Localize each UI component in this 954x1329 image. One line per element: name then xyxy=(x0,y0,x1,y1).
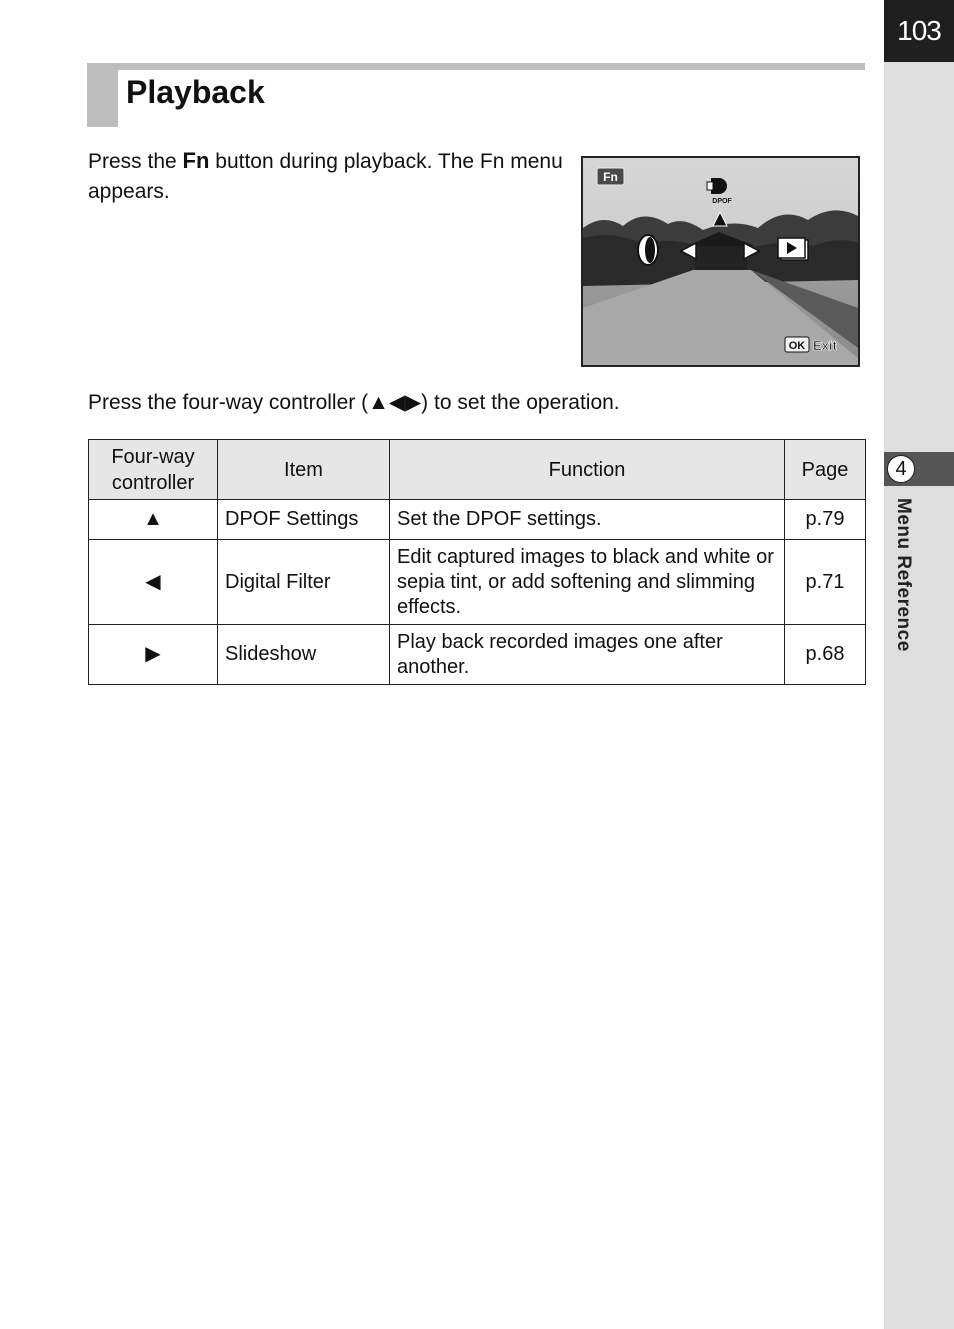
camera-screen-image xyxy=(581,156,860,367)
page-number: 103 xyxy=(884,0,954,62)
title-rule xyxy=(87,63,865,70)
fn-button-label: Fn xyxy=(182,148,210,173)
instruction-text: Press the four-way controller (▲◀▶) to set the operation. xyxy=(88,391,620,414)
controller-cell: ▶ xyxy=(89,625,218,685)
controller-cell: ▲ xyxy=(89,500,218,540)
table-header-row xyxy=(89,440,866,500)
title-block xyxy=(87,63,118,127)
table-row xyxy=(89,540,866,625)
function-cell: Edit captured images to black and white or sepia tint, or add softening and slimming effects. xyxy=(390,540,785,625)
intro-paragraph xyxy=(88,146,563,207)
intro-text-after: button during playback. The Fn menu appears. xyxy=(88,150,563,203)
controller-cell: ◀ xyxy=(89,540,218,625)
side-band xyxy=(884,0,954,1329)
header-page: Page xyxy=(785,440,866,500)
table-row xyxy=(89,500,866,540)
slideshow-icon xyxy=(778,238,808,260)
chapter-number: 4 xyxy=(887,455,915,483)
exit-label: Exit xyxy=(813,338,837,353)
item-cell: Slideshow xyxy=(218,625,390,685)
page-title: Playback xyxy=(126,74,265,110)
table-row xyxy=(89,625,866,685)
dpof-label: DPOF xyxy=(712,198,732,205)
item-cell: DPOF Settings xyxy=(218,500,390,540)
item-cell: Digital Filter xyxy=(218,540,390,625)
header-controller: Four-way controller xyxy=(89,440,218,500)
page-cell: p.68 xyxy=(785,625,866,685)
function-cell: Set the DPOF settings. xyxy=(390,500,785,540)
ok-label: OK xyxy=(788,340,806,352)
fn-badge: Fn xyxy=(603,170,618,184)
chapter-name: Menu Reference xyxy=(893,498,914,652)
header-function: Function xyxy=(390,440,785,500)
function-table xyxy=(88,439,866,685)
page-cell: p.79 xyxy=(785,500,866,540)
intro-text-before: Press the xyxy=(88,150,183,173)
header-item: Item xyxy=(218,440,390,500)
function-cell: Play back recorded images one after another. xyxy=(390,625,785,685)
digital-filter-icon xyxy=(638,235,658,265)
page-cell: p.71 xyxy=(785,540,866,625)
